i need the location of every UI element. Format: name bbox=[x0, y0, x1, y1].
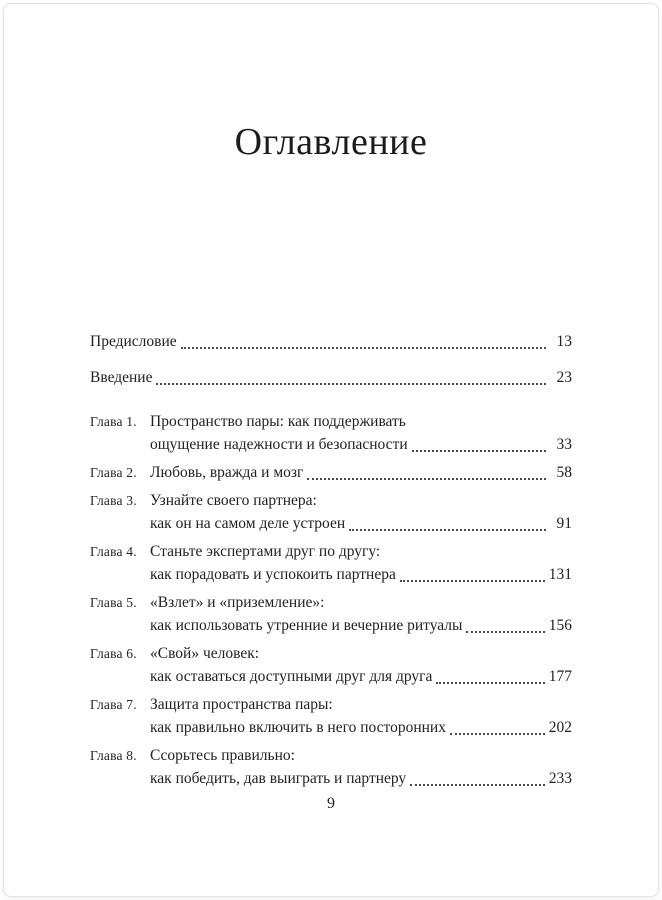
chapter-label: Глава 5. bbox=[90, 595, 137, 610]
entry-subtitle: как победить, дав выиграть и партнеру bbox=[150, 770, 407, 787]
entry-title: Станьте экспертами друг по другу: bbox=[150, 543, 381, 560]
entry-subtitle: как правильно включить в него посторонних bbox=[150, 719, 446, 736]
chapter-label: Глава 4. bbox=[90, 544, 137, 559]
toc-entry bbox=[90, 744, 572, 790]
dot-leader bbox=[410, 784, 545, 786]
entry-title: Пространство пары: как поддерживать bbox=[150, 413, 406, 430]
dot-leader bbox=[436, 682, 544, 684]
entry-page-number: 13 bbox=[556, 333, 572, 350]
chapter-label: Глава 8. bbox=[90, 748, 137, 763]
page-title: Оглавление bbox=[234, 121, 428, 163]
entry-subtitle: как оставаться доступными друг для друга bbox=[150, 668, 433, 685]
entry-title: Ссорьтесь правильно: bbox=[150, 747, 295, 764]
chapter-label: Глава 6. bbox=[90, 646, 137, 661]
dot-leader bbox=[349, 529, 546, 531]
entry-page-number: 33 bbox=[556, 436, 572, 453]
entry-title: Защита пространства пары: bbox=[150, 696, 333, 713]
toc-entry bbox=[90, 366, 572, 389]
entry-title: Введение bbox=[90, 369, 153, 386]
entry-page-number: 202 bbox=[548, 719, 572, 736]
entry-subtitle: ощущение надежности и безопасности bbox=[150, 436, 408, 453]
entry-title: «Взлет» и «приземление»: bbox=[150, 594, 325, 611]
entry-subtitle: как он на самом деле устроен bbox=[150, 515, 346, 532]
entry-title: Любовь, вражда и мозг bbox=[150, 464, 304, 481]
toc-entry bbox=[90, 693, 572, 739]
dot-leader bbox=[156, 383, 546, 385]
chapter-label: Глава 1. bbox=[90, 414, 137, 429]
chapter-label: Глава 2. bbox=[90, 465, 137, 480]
toc-entry bbox=[90, 540, 572, 586]
entry-page-number: 131 bbox=[548, 566, 572, 583]
entry-page-number: 91 bbox=[556, 515, 572, 532]
entry-title: «Свой» человек: bbox=[150, 645, 260, 662]
folio-page-number: 9 bbox=[327, 795, 335, 812]
dot-leader bbox=[181, 347, 546, 349]
entry-page-number: 58 bbox=[556, 464, 572, 481]
dot-leader bbox=[412, 450, 546, 452]
table-of-contents bbox=[90, 330, 572, 795]
dot-leader bbox=[466, 631, 544, 633]
toc-entry bbox=[90, 410, 572, 456]
chapter-label: Глава 7. bbox=[90, 697, 137, 712]
entry-page-number: 177 bbox=[548, 668, 572, 685]
dot-leader bbox=[450, 733, 545, 735]
entry-page-number: 156 bbox=[548, 617, 572, 634]
dot-leader bbox=[307, 478, 546, 480]
entry-subtitle: как использовать утренние и вечерние ритуалы bbox=[150, 617, 463, 634]
toc-entry bbox=[90, 591, 572, 637]
entry-title: Предисловие bbox=[90, 333, 177, 350]
chapter-label: Глава 3. bbox=[90, 493, 137, 508]
toc-entry bbox=[90, 642, 572, 688]
toc-entry bbox=[90, 489, 572, 535]
toc-entry bbox=[90, 330, 572, 353]
chapter-list bbox=[90, 410, 572, 790]
entry-subtitle: как порадовать и успокоить партнера bbox=[150, 566, 396, 583]
entry-title: Узнайте своего партнера: bbox=[150, 492, 317, 509]
dot-leader bbox=[400, 580, 545, 582]
entry-page-number: 233 bbox=[548, 770, 572, 787]
toc-entry bbox=[90, 461, 572, 484]
entry-page-number: 23 bbox=[556, 369, 572, 386]
